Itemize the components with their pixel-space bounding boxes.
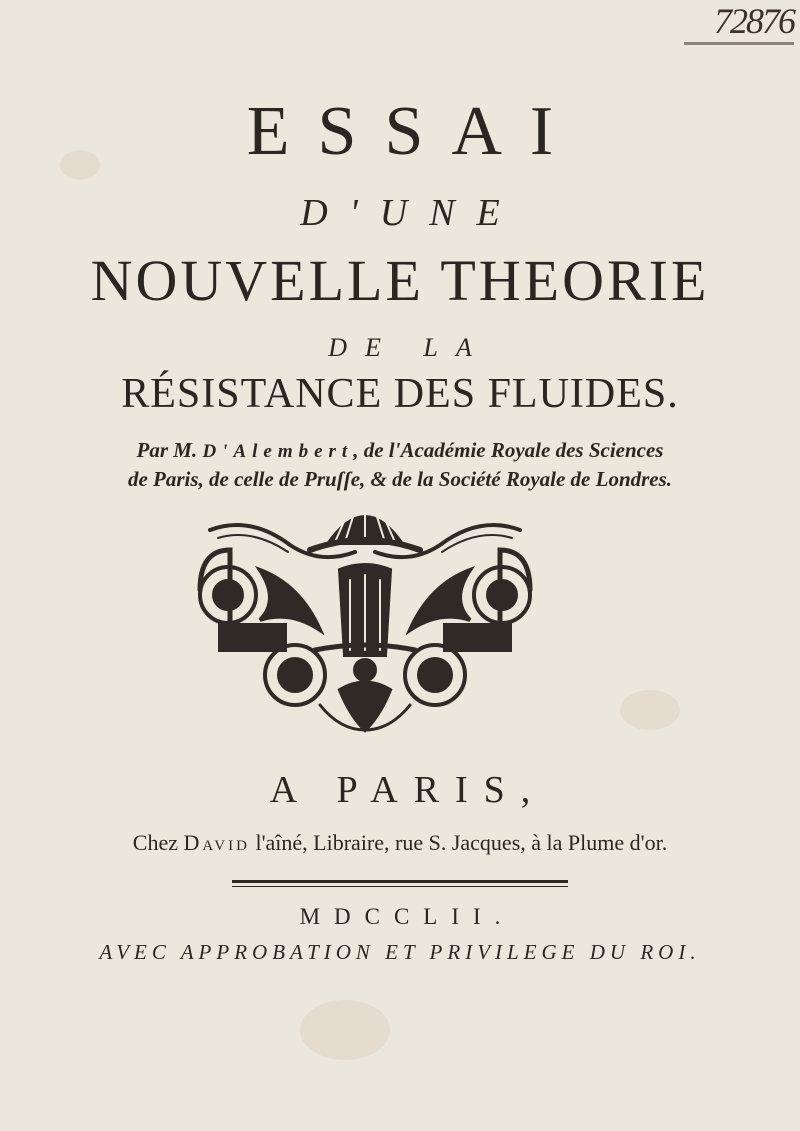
author-affiliation: , de l'Académie Royale des Sciences	[353, 438, 664, 462]
title-dune: D'UNE	[300, 192, 522, 234]
imprint-place: A PARIS,	[269, 769, 547, 811]
title-resistance-des-fluides: RÉSISTANCE DES FLUIDES.	[121, 371, 679, 417]
author-name: D'Alembert	[202, 441, 354, 462]
shelfmark: 72876	[714, 1, 794, 41]
paper-stain	[620, 690, 680, 730]
title-de-la: DE LA	[328, 333, 490, 362]
shelfmark-underline	[684, 42, 794, 45]
paper-stain	[300, 1000, 390, 1060]
imprint-date: MDCCLII.	[299, 904, 515, 929]
author-prefix: Par M.	[136, 438, 203, 462]
double-rule-thick	[232, 880, 568, 883]
title-essai: ESSAI	[246, 93, 582, 170]
author-affiliation-line: de Paris, de celle de Pruſſe, & de la Société Royale de Londres.	[127, 467, 673, 491]
title-nouvelle-theorie: NOUVELLE THEORIE	[90, 248, 710, 313]
author-line	[0, 438, 800, 463]
imprint-address: l'aîné, Libraire, rue S. Jacques, à la Plume d'or.	[249, 830, 668, 855]
double-rule-thin	[232, 886, 568, 887]
imprint-printer-line	[0, 830, 800, 856]
shell-and-scroll-ornament-icon	[190, 490, 540, 735]
imprint-printer-name: David	[183, 830, 250, 855]
imprint-chez: Chez	[132, 830, 184, 855]
imprint-privilege: AVEC APPROBATION ET PRIVILEGE DU ROI.	[99, 940, 701, 964]
